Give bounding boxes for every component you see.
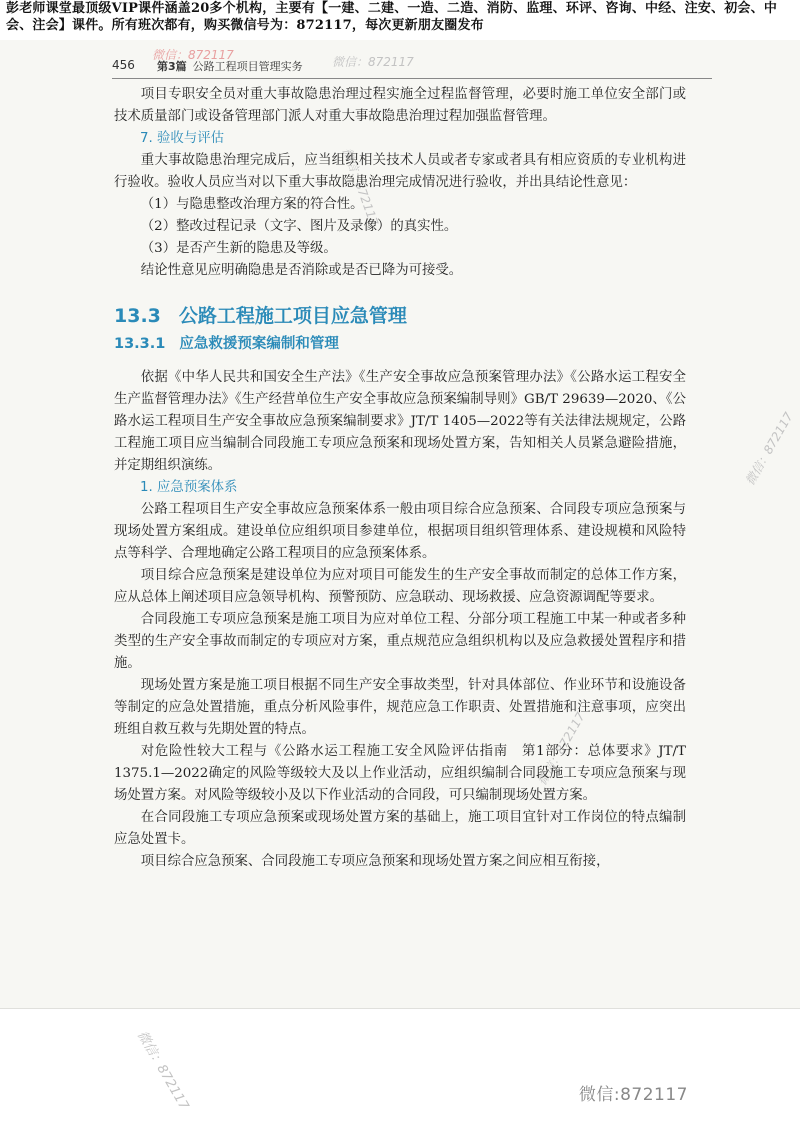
part-title xyxy=(157,58,303,74)
paragraph: 结论性意见应明确隐患是否消除或是否已降为可接受。 xyxy=(140,263,463,278)
list-item: （3）是否产生新的隐患及等级。 xyxy=(140,241,337,256)
paragraph: 现场处置方案是施工项目根据不同生产安全事故类型，针对具体部位、作业环节和设施设备等制定的应急处置措施，重点分析风险事件，规范应急工作职责、处置措施和注意事项，应突出班组自救互救与先期处置的特点。 xyxy=(114,678,686,737)
watermark: 微信：872117 xyxy=(742,409,796,488)
paragraph: 项目综合应急预案、合同段施工专项应急预案和现场处置方案之间应相互衔接， xyxy=(140,854,610,869)
watermark: 微信：872117 xyxy=(152,48,234,62)
paragraph: 重大事故隐患治理完成后，应当组织相关技术人员或者专家或者具有相应资质的专业机构进行验收。验收人员应当对以下重大事故隐患治理完成情况进行验收，并出具结论性意见： xyxy=(114,153,686,190)
subsection-number: 13.3.1 xyxy=(114,336,166,352)
paragraph: 公路工程项目生产安全事故应急预案体系一般由项目综合应急预案、合同段专项应急预案与现场处置方案组成。建设单位应组织项目参建单位，根据项目组织管理体系、建设规模和风险特点等科学、合理地确定公路工程项目的应急预案体系。 xyxy=(114,502,686,561)
subheading-plan-system: 1. 应急预案体系 xyxy=(140,480,238,495)
watermark: 微信：872117 xyxy=(332,55,414,69)
paragraph: 项目专职安全员对重大事故隐患治理过程实施全过程监督管理，必要时施工单位安全部门或技术质量部门或设备管理部门派人对重大事故隐患治理过程加强监督管理。 xyxy=(114,87,686,124)
paragraph: 依据《中华人民共和国安全生产法》《生产安全事故应急预案管理办法》《公路水运工程安全生产监督管理办法》《生产经营单位生产安全事故应急预案编制导则》GB/T 29639—2020、《公路水运工程项目生产安全事故应急预案编制要求》JT/T 1405—2022等有关法律法规规定，公路工程施工项目应当编制合同段施工专项应急预案和现场处置方案，告知相关人员紧急避险措施，并定期组织演练。 xyxy=(114,370,686,473)
book-page xyxy=(0,40,800,1009)
section-number: 13.3 xyxy=(114,305,161,327)
section-title: 公路工程施工项目应急管理 xyxy=(178,305,407,327)
list-item: （2）整改过程记录（文字、图片及录像）的真实性。 xyxy=(140,219,458,234)
running-header xyxy=(112,56,712,79)
paragraph: 对危险性较大工程与《公路水运工程施工安全风险评估指南 第1部分：总体要求》JT/T 1375.1—2022确定的风险等级较大及以上作业活动，应组织编制合同段施工专项应急预案与现场处置方案。对风险等级较小及以下作业活动的合同段，可只编制现场处置方案。 xyxy=(114,744,686,803)
subsection-title: 应急救援预案编制和管理 xyxy=(179,336,339,352)
promo-banner: 彭老师课堂最顶级VIP课件涵盖20多个机构，主要有【一建、二建、一造、二造、消防、监理、环评、咨询、中经、注安、初会、中会、注会】课件。所有班次都有，购买微信号为：872117，每次更新朋友圈发布 xyxy=(6,1,778,33)
paragraph: 项目综合应急预案是建设单位为应对项目可能发生的生产安全事故而制定的总体工作方案，应从总体上阐述项目应急领导机构、预警预防、应急联动、现场救援、应急资源调配等要求。 xyxy=(114,568,686,605)
watermark: 微信：872117 xyxy=(339,145,382,228)
page-content xyxy=(114,84,686,873)
subheading-acceptance: 7. 验收与评估 xyxy=(140,131,224,146)
paragraph: 合同段施工专项应急预案是施工项目为应对单位工程、分部分项工程施工中某一种或者多种类型的生产安全事故而制定的专项应对方案，重点规范应急组织机构以及应急救援处置程序和措施。 xyxy=(114,612,686,671)
watermark: 微信：872117 xyxy=(133,1028,192,1113)
part-label: 第3篇 xyxy=(157,60,187,73)
paragraph: 在合同段施工专项应急预案或现场处置方案的基础上，施工项目宜针对工作岗位的特点编制应急处置卡。 xyxy=(114,810,686,847)
watermark: 微信:872117 xyxy=(578,1085,688,1105)
section-heading xyxy=(114,301,686,331)
subsection-heading xyxy=(114,331,686,357)
watermark: 微信：872117 xyxy=(534,709,588,788)
list-item: （1）与隐患整改治理方案的符合性。 xyxy=(140,197,364,212)
part-name: 公路工程项目管理实务 xyxy=(192,60,303,73)
page-number: 456 xyxy=(112,58,135,72)
